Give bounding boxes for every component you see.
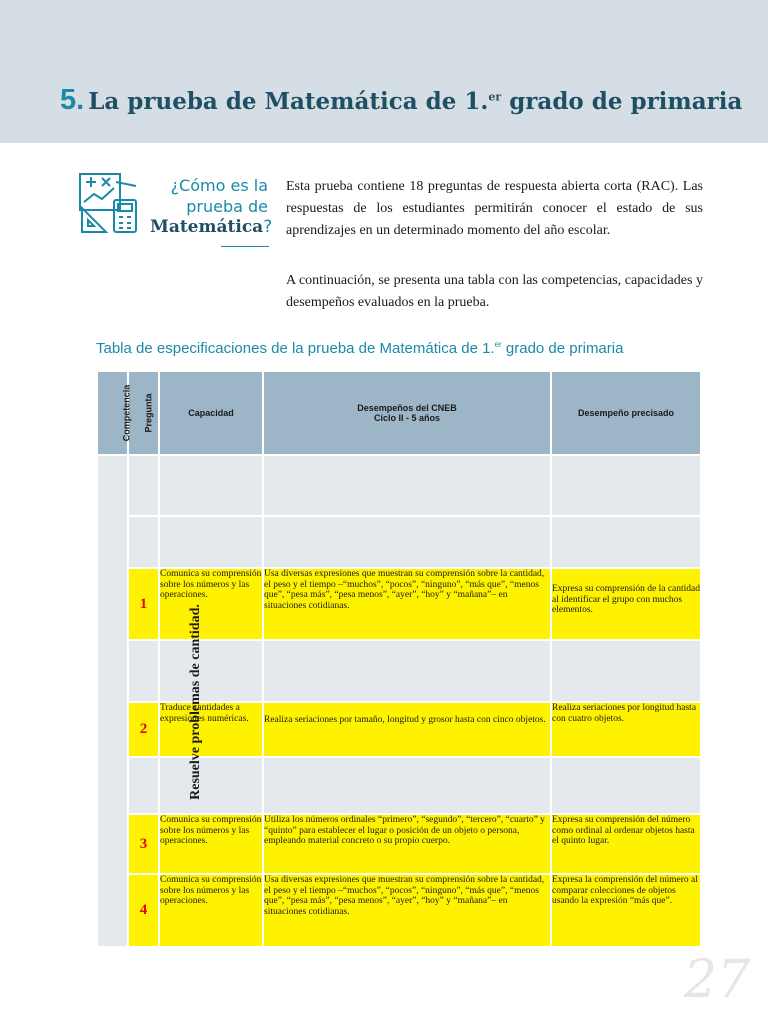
caption-end: grado de primaria — [501, 340, 624, 357]
question-mark: ? — [263, 217, 273, 237]
page-title — [60, 84, 742, 117]
header-pregunta: Pregunta — [128, 371, 159, 455]
specification-table — [96, 370, 702, 948]
question-line-1: ¿Cómo es la — [170, 176, 268, 195]
precisado-cell: Realiza seriaciones por longitud hasta con cuatro objetos. — [551, 702, 701, 757]
capacidad-cell: Traduce cantidades a expresiones numéricas. — [159, 702, 263, 757]
caption-superscript: er — [494, 340, 502, 349]
precisado-cell: Expresa la comprensión del número al comparar colecciones de objetos usando la expresión “más que”. — [551, 874, 701, 947]
title-end: grado de primaria — [501, 88, 743, 115]
intro-paragraph-1: Esta prueba contiene 18 preguntas de respuesta abierta corta (RAC). Las respuestas de los estudiantes permitirán conocer el estado de sus aprendizajes en un determinado momento del año escolar. — [286, 179, 703, 238]
table-row — [97, 814, 701, 874]
precisado-cell: Expresa su comprensión del número como ordinal al ordenar objetos hasta el quinto lugar. — [551, 814, 701, 874]
question-line-2: prueba de — [186, 197, 268, 216]
question-subject: Matemática — [150, 217, 264, 237]
desempeno-cell: Usa diversas expresiones que muestran su comprensión sobre la cantidad, el peso y el tiempo –“muchos”, “pocos”, “ninguno”, “más que”, “menos que”, “pesa más”, “pesa menos”, “ayer”, “hoy” y “mañana”– en situaciones cotidianas. — [263, 568, 551, 640]
desempeno-cell: Usa diversas expresiones que muestran su comprensión sobre la cantidad, el peso y el tiempo –“muchos”, “pocos”, “ninguno”, “más que”, “menos que”, “pesa más”, “pesa menos”, “ayer”, “hoy” y “mañana”– en situaciones cotidianas. — [263, 874, 551, 947]
header-desempenos: Desempeños del CNEB Ciclo II - 5 años — [263, 371, 551, 455]
header-precisado: Desempeño precisado — [551, 371, 701, 455]
capacidad-cell: Comunica su comprensión sobre los números y las operaciones. — [159, 814, 263, 874]
section-question — [150, 175, 273, 238]
capacidad-cell: Comunica su comprensión sobre los números y las operaciones. — [159, 874, 263, 947]
title-main: La prueba de Matemática de 1. — [88, 88, 489, 115]
page-header-band — [0, 0, 768, 143]
header-competencia: Competencia — [97, 371, 128, 455]
page-number: 27 — [684, 950, 751, 1010]
desempeno-cell: Utiliza los números ordinales “primero”, “segundo”, “tercero”, “cuarto” y “quinto” para establecer el lugar o posición de un objeto o persona, empleando material concreto o su propio cuerpo. — [263, 814, 551, 874]
header-capacidad: Capacidad — [159, 371, 263, 455]
table-row — [97, 874, 701, 947]
capacidad-cell: Comunica su comprensión sobre los números y las operaciones. — [159, 568, 263, 640]
table-caption — [96, 340, 623, 357]
intro-paragraph-2: A continuación, se presenta una tabla con las competencias, capacidades y desempeños evaluados en la prueba. — [286, 273, 703, 310]
math-tools-icon — [78, 172, 140, 236]
caption-main: Tabla de especificaciones de la prueba de Matemática de 1. — [96, 340, 495, 357]
competencia-label: Resuelve problemas de cantidad. — [187, 604, 203, 800]
question-number: 1 — [128, 568, 159, 640]
title-superscript: er — [488, 90, 502, 104]
desempeno-cell: Realiza seriaciones por tamaño, longitud y grosor hasta con cinco objetos. — [263, 702, 551, 757]
competencia-cell — [97, 455, 203, 947]
section-number: 5. — [60, 84, 85, 116]
question-number: 4 — [128, 874, 159, 947]
question-number: 3 — [128, 814, 159, 874]
question-number: 2 — [128, 702, 159, 757]
divider-line — [221, 246, 269, 247]
question-line-3 — [150, 217, 273, 238]
precisado-cell: Expresa su comprensión de la cantidad al identificar el grupo con muchos elementos. — [551, 568, 701, 640]
